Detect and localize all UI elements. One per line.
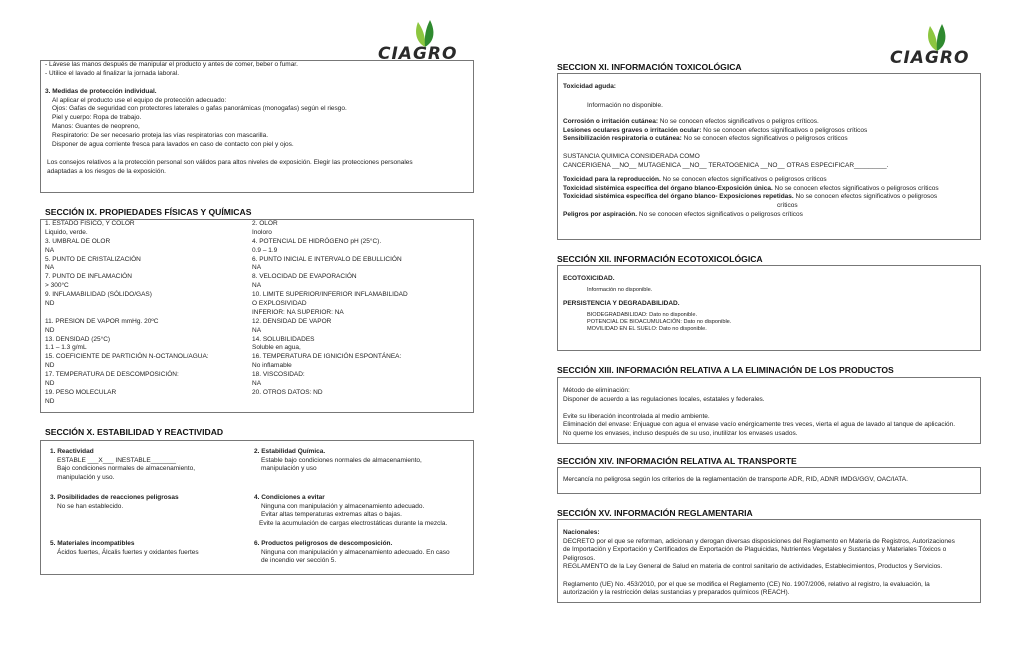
text-line: Evite su liberación incontrolada al medio ambiente. [563, 412, 710, 420]
property-value: Liquido, verde. [45, 228, 88, 236]
cmr-line: CANCERIGENA __NO__ MUTAGENICA __NO__ TERATOGENICA __NO__ OTRAS ESPECIFICAR_________. [563, 161, 889, 169]
text-line: Evitar altas temperaturas extremas altas o bajas. [261, 511, 402, 519]
text-line: Reglamento (UE) No. 453/2010, por el que se modifica el Reglamento (CE) No. 1907/2006, relativo al registro, la evaluación, la [563, 580, 930, 588]
block-title: 2. Estabilidad Química. [254, 448, 326, 455]
brand-wordmark: CIAGRO [378, 44, 458, 64]
text-line: Estable bajo condiciones normales de almacenamiento, [261, 456, 422, 464]
property-value: NA [252, 264, 262, 272]
property-value: INFERIOR: NA SUPERIOR: NA [252, 308, 344, 316]
effect-line: Corrosión o irritación cutánea: No se conocen efectos significativos o peligros críticos. [563, 118, 819, 126]
property: 20. OTROS DATOS: ND [252, 388, 323, 396]
disposal-text [563, 387, 955, 439]
properties-col1 [45, 220, 209, 407]
effect-line: Sensibilización respiratoria o cutánea: No se conocen efectos significativos o peligrosos críticos [563, 135, 848, 143]
text-line: - Utilice el lavado al finalizar la jornada laboral. [45, 69, 180, 77]
text-line: No queme los envases, incluso después de su uso, inutilizar los envases usados. [563, 429, 798, 437]
property-value: NA [252, 282, 262, 290]
property: 7. PUNTO DE INFLAMACIÓN [45, 273, 132, 281]
effect-line: críticos [777, 201, 798, 209]
properties-col2 [252, 220, 408, 398]
text-line: Ácidos fuertes, Álcalis fuertes y oxidantes fuertes [57, 548, 199, 556]
property: 18. VISCOSIDAD: [252, 371, 305, 379]
effect-line: Toxicidad sistémica específica del órgano blanco-Exposición única. No se conocen efectos significativos o peligrosos críticos [563, 184, 939, 192]
text-line: Disponer de agua corriente fresca para lavados en caso de contacto con piel y ojos. [52, 141, 294, 149]
property: 9. INFLAMABILIDAD (SÓLIDO/GAS) [45, 291, 152, 299]
persistence-line: POTENCIAL DE BIOACUMULACIÓN: Dato no disponible. [587, 319, 732, 325]
text-line [563, 404, 955, 413]
block-title: 5. Materiales incompatibles [50, 540, 135, 547]
text-line: Eliminación del envase: Enjuague con agua el envase vacío enérgicamente tres veces, vierta el agua de lavado al tanque de aplicación. [563, 421, 956, 429]
property-value: 0.9 – 1.9 [252, 246, 278, 254]
text-line: manipulación y uso [261, 465, 317, 473]
property: 11. PRESION DE VAPOR mmHg. 20ºC [45, 317, 159, 325]
brand-wordmark: CIAGRO [890, 48, 970, 68]
text-line: Al aplicar el producto use el equipo de protección adecuado: [52, 96, 227, 104]
text-line [45, 79, 413, 88]
text-line: Bajo condiciones normales de almacenamiento, [57, 465, 196, 473]
property: 17. TEMPERATURA DE DESCOMPOSICIÓN: [45, 371, 179, 379]
ecotoxicology-text [563, 275, 731, 334]
text-line: ESTABLE ___X___ INESTABLE_______ [57, 456, 177, 464]
regulatory-text [563, 529, 955, 598]
text-line: Peligrosos. [563, 554, 596, 562]
property-value: No inflamable [252, 362, 292, 370]
section-title-xiv: SECCIÓN XIV. INFORMACIÓN RELATIVA AL TRANSPORTE [557, 456, 797, 466]
text-line: Ojos: Gafas de seguridad con protectores laterales o gafas panorámicas (monogafas) según el riesgo. [52, 105, 347, 113]
property: 19. PESO MOLECULAR [45, 388, 117, 396]
property: 14. SOLUBILIDADES [252, 335, 315, 343]
reactivity-block [50, 448, 195, 482]
property-value: NA [252, 326, 262, 334]
property-value: ND [45, 300, 55, 308]
property: 10. LIMITE SUPERIOR/INFERIOR INFLAMABILIDAD [252, 291, 408, 299]
text-line: - Lávese las manos después de manipular el producto y antes de comer, beber o fumar. [45, 61, 298, 68]
property-value: ND [45, 380, 55, 388]
text-line: Evite la acumulación de cargas electrostáticas durante la mezcla. [259, 519, 448, 527]
effect-line: Peligros por aspiración. No se conocen efectos significativos o peligrosos críticos [563, 210, 803, 218]
section-title-xiii: SECCIÓN XIII. INFORMACIÓN RELATIVA A LA ELIMINACIÓN DE LOS PRODUCTOS [557, 365, 894, 375]
cmr-title: SUSTANCIA QUIMICA CONSIDERADA COMO [563, 152, 700, 160]
toxicology-text [563, 83, 939, 219]
decomposition-products-block [254, 540, 450, 566]
text-line: Piel y cuerpo: Ropa de trabajo. [52, 114, 142, 122]
text-line: de Importación y Exportación y Certificados de Exportación de Plaguicidas, Nutrientes Vegetales y Sustancias y Materiales Tóxicos o [563, 546, 947, 554]
persistence-line: BIODEGRADABILIDAD: Dato no disponible. [587, 311, 698, 318]
section-title-xi: SECCION XI. INFORMACIÓN TOXICOLÓGICA [557, 62, 742, 72]
text-line: Ninguna con manipulación y almacenamiento adecuado. [261, 502, 425, 510]
block-title: 1. Reactividad [50, 448, 94, 455]
property-value: Soluble en agua, [252, 344, 301, 352]
text-line: No se han establecido. [57, 502, 124, 510]
conditions-avoid-block [254, 494, 447, 528]
property: 1. ESTADO FISICO, Y COLOR [45, 220, 135, 227]
property: 16. TEMPERATURA DE IGNICIÓN ESPONTÁNEA: [252, 353, 402, 361]
property: 5. PUNTO DE CRISTALIZACIÓN [45, 255, 141, 263]
section-title-xv: SECCIÓN XV. INFORMACIÓN REGLAMENTARIA [557, 508, 753, 518]
persistence-line: MOVILIDAD EN EL SUELO: Dato no disponible. [587, 326, 707, 333]
brand-logo-left [378, 18, 476, 62]
ecotoxicity-label: ECOTOXICIDAD. [563, 275, 615, 282]
text-line: adaptadas a los riesgos de la exposición. [47, 167, 166, 175]
text-line: DECRETO por el que se reforman, adicionan y derogan diversas disposiciones del Reglamento en Materia de Registros, Autorizaciones [563, 537, 955, 545]
text-line: autorización y la restricción delas sustancias y preparados químicos (REACH). [563, 589, 790, 597]
property: 15. COEFICIENTE DE PARTICIÓN N-OCTANOL/AGUA: [45, 353, 209, 361]
persistence-label: PERSISTENCIA Y DEGRADABILIDAD. [563, 300, 680, 307]
transport-text: Mercancía no peligrosa según los criterios de la reglamentación de transporte ADR, RID, ADNR IMDG/GGV, OAC/IATA. [563, 476, 908, 483]
property: 6. PUNTO INICIAL E INTERVALO DE EBULLICIÓN [252, 255, 402, 263]
property-value: NA [252, 380, 262, 388]
property-value: 1.1 – 1.3 g/mL [45, 344, 87, 352]
property: 2. OLOR [252, 220, 278, 227]
text-line [563, 572, 955, 581]
property-value: ND [45, 326, 55, 334]
text-line: de incendio ver sección 5. [261, 557, 337, 565]
text-line: manipulación y uso. [57, 473, 115, 481]
protection-text [45, 61, 413, 177]
subsection-title: 3. Medidas de protección individual. [45, 87, 157, 95]
hazardous-reactions-block [50, 494, 179, 511]
block-title: 4. Condiciones a evitar [254, 494, 325, 501]
section-title-x: SECCIÓN X. ESTABILIDAD Y REACTIVIDAD [45, 427, 224, 437]
text-line: REGLAMENTO de la Ley General de Salud en materia de control sanitario de actividades, Establecimientos, Productos y Servicios. [563, 563, 943, 571]
ecotoxicity-value: Información no disponible. [587, 286, 653, 293]
effect-line: Toxicidad para la reproducción. No se conocen efectos significativos o peligrosos críticos [563, 176, 827, 184]
property-value: > 300°C [45, 282, 69, 290]
property-value: Inoloro [252, 228, 272, 236]
chemical-stability-block [254, 448, 422, 474]
brand-logo-right [890, 22, 988, 66]
property [45, 309, 209, 318]
text-line: Método de eliminación: [563, 387, 630, 394]
section-title-xii: SECCIÓN XII. INFORMACIÓN ECOTOXICOLÓGICA [557, 254, 763, 264]
section-title-ix: SECCIÓN IX. PROPIEDADES FÍSICAS Y QUÍMICAS [45, 207, 252, 217]
property-value: NA [45, 246, 55, 254]
acute-toxicity-label: Toxicidad aguda: [563, 83, 616, 90]
property-value: ND [45, 362, 55, 370]
property-value: NA [45, 264, 55, 272]
property: O EXPLOSIVIDAD [252, 300, 307, 308]
property: 12. DENSIDAD DE VAPOR [252, 317, 332, 325]
text-line: Los consejos relativos a la protección personal son válidos para altos niveles de exposición. Elegir las protecciones personales [47, 158, 413, 166]
text-line: Ninguna con manipulación y almacenamiento adecuado. En caso [261, 548, 450, 556]
text-line: Respiratorio: De ser necesario proteja las vías respiratorias con mascarilla. [52, 132, 269, 140]
text-line: Disponer de acuerdo a las regulaciones locales, estatales y federales. [563, 395, 765, 403]
property: 8. VELOCIDAD DE EVAPORACIÓN [252, 273, 357, 281]
block-title: 3. Posibilidades de reacciones peligrosas [50, 494, 179, 501]
property: 3. UMBRAL DE OLOR [45, 237, 111, 245]
acute-toxicity-value: Información no disponible. [587, 101, 663, 109]
property: 4. POTENCIAL DE HIDRÓGENO pH (25°C). [252, 237, 382, 245]
text-line: Manos: Guantes de neopreno, [52, 123, 140, 131]
property-value: ND [45, 397, 55, 405]
block-title: 6. Productos peligrosos de descomposición. [254, 540, 393, 547]
incompatible-materials-block [50, 540, 199, 557]
effect-line: Lesiones oculares graves o irritación ocular: No se conocen efectos significativos o peligrosos críticos [563, 126, 868, 134]
national-label: Nacionales: [563, 529, 600, 536]
property: 13. DENSIDAD (25°C) [45, 335, 111, 343]
text-line [45, 150, 413, 159]
effect-line: Toxicidad sistémica específica del órgano blanco- Exposiciones repetidas. No se conocen efectos significativos o peligrosos [563, 193, 938, 201]
